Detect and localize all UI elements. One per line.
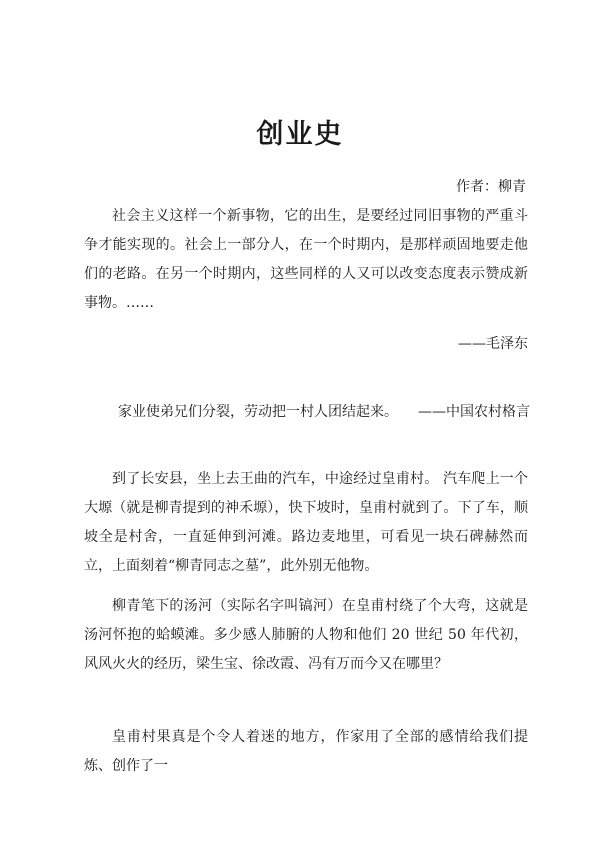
body-paragraph: 到了长安县，坐上去王曲的汽车，中途经过皇甫村。 汽车爬上一个大塬（就是柳青提到的神禾塬），快下坡时，皇甫村就到了。下了车，顺坡全是村舍，一直延伸到河滩。路边麦地里，可看见一块石碑赫然而立，上面刻着“柳青同志之墓”，此外别无他物。 <box>84 471 528 574</box>
motto-attribution: ——中国农村格言 <box>418 404 530 420</box>
author-line: 作者：柳青 <box>456 179 526 195</box>
motto-text: 家业使弟兄们分裂，劳动把一村人团结起来。 <box>118 404 398 420</box>
epigraph-text: 社会主义这样一个新事物，它的出生，是要经过同旧事物的严重斗争才能实现的。社会上一部分人，在一个时期内，是那样顽固地要走他们的老路。在另一个时期内，这些同样的人又可以改变态度表示赞成新事物。…… <box>84 208 528 311</box>
epigraph-attribution: ——毛泽东 <box>458 336 528 352</box>
body-paragraph: 皇甫村果真是个令人着迷的地方，作家用了全部的感情给我们提炼、创作了一 <box>84 729 528 774</box>
body-paragraph: 柳青笔下的汤河（实际名字叫镐河）在皇甫村绕了个大弯，这就是汤河怀抱的蛤蟆滩。多少感人肺腑的人物和他们 20 世纪 50 年代初，风风火火的经历，梁生宝、徐改霞、冯有万而今又在哪里？ <box>84 598 528 672</box>
document-title: 创业史 <box>256 119 344 150</box>
